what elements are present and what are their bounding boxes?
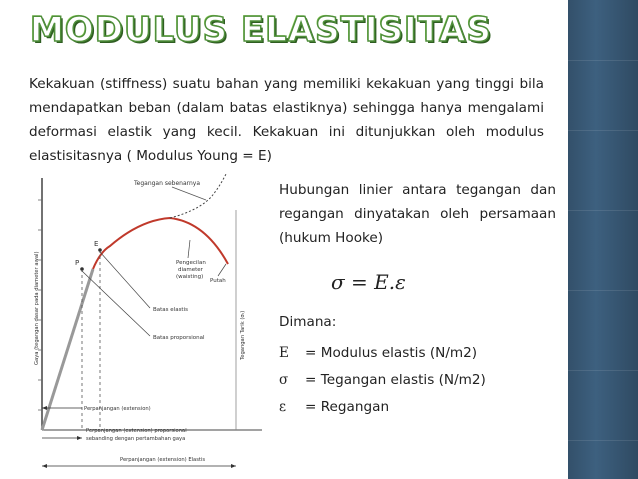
slide-title: MODULUS ELASTISITAS [30, 10, 492, 50]
extension-label-2: Perpanjangan (extension) proporsional sebanding dengan pertambahan gaya [86, 428, 187, 442]
point-e [98, 248, 102, 252]
definition-text: = Modulus elastis (N/m2) [305, 345, 478, 361]
e-label: E [94, 240, 99, 248]
dimana-label: Dimana: [279, 314, 337, 330]
elastic-limit-pointer [100, 252, 150, 308]
definition-symbol: E [279, 345, 289, 361]
stress-strain-figure [30, 170, 270, 478]
proportional-limit-pointer [82, 271, 150, 336]
proportional-limit-label: Batas proporsional [153, 335, 205, 341]
extension-label-3: Perpanjangan (extension) Elastis [120, 457, 206, 463]
y-axis-right-label: Tegangan Tarik (σₜ) [240, 310, 246, 360]
true-stress-pointer [172, 187, 206, 200]
definition-row [279, 399, 389, 415]
break-label: Putah [210, 278, 226, 284]
intro-paragraph: Kekakuan (stiffness) suatu bahan yang memiliki kekakuan yang tinggi bila mendapatkan beban (dalam batas elastiknya) sehingga hanya mengalami deformasi elastik yang kecil. Kekakuan ini ditunjukkan oleh modulus elastisitasnya ( Modulus Young = E) [29, 76, 544, 164]
definition-symbol: σ [279, 372, 289, 388]
p-label: P [75, 259, 80, 267]
extension-arrowhead [42, 464, 47, 468]
hooke-description: Hubungan linier antara tegangan dan regangan dinyatakan oleh persamaan (hukum Hooke) [279, 182, 556, 246]
engineering-curve [93, 218, 228, 269]
definition-text: = Tegangan elastis (N/m2) [305, 372, 486, 388]
definition-symbol: ε [279, 399, 287, 415]
necking-label: Pengecilan diameter (waisting) [176, 260, 206, 280]
point-p [80, 267, 84, 271]
definition-text: = Regangan [305, 399, 390, 415]
definition-row [279, 372, 486, 388]
extension-label-1: Perpanjangan (extension) [84, 406, 151, 412]
extension-arrowhead [77, 436, 82, 440]
necking-pointer [188, 240, 190, 258]
true-stress-label: Tegangan sebenarnya [134, 180, 201, 187]
hooke-formula: σ = E.ε [331, 270, 406, 294]
extension-arrowhead [231, 464, 236, 468]
y-axis-left-label: Gaya (tegangan dasar pada diameter awal) [34, 251, 40, 365]
elastic-limit-label: Batas elastis [153, 307, 188, 313]
break-pointer [218, 264, 226, 276]
definition-row [279, 345, 477, 361]
decorative-side-bar [568, 0, 638, 479]
